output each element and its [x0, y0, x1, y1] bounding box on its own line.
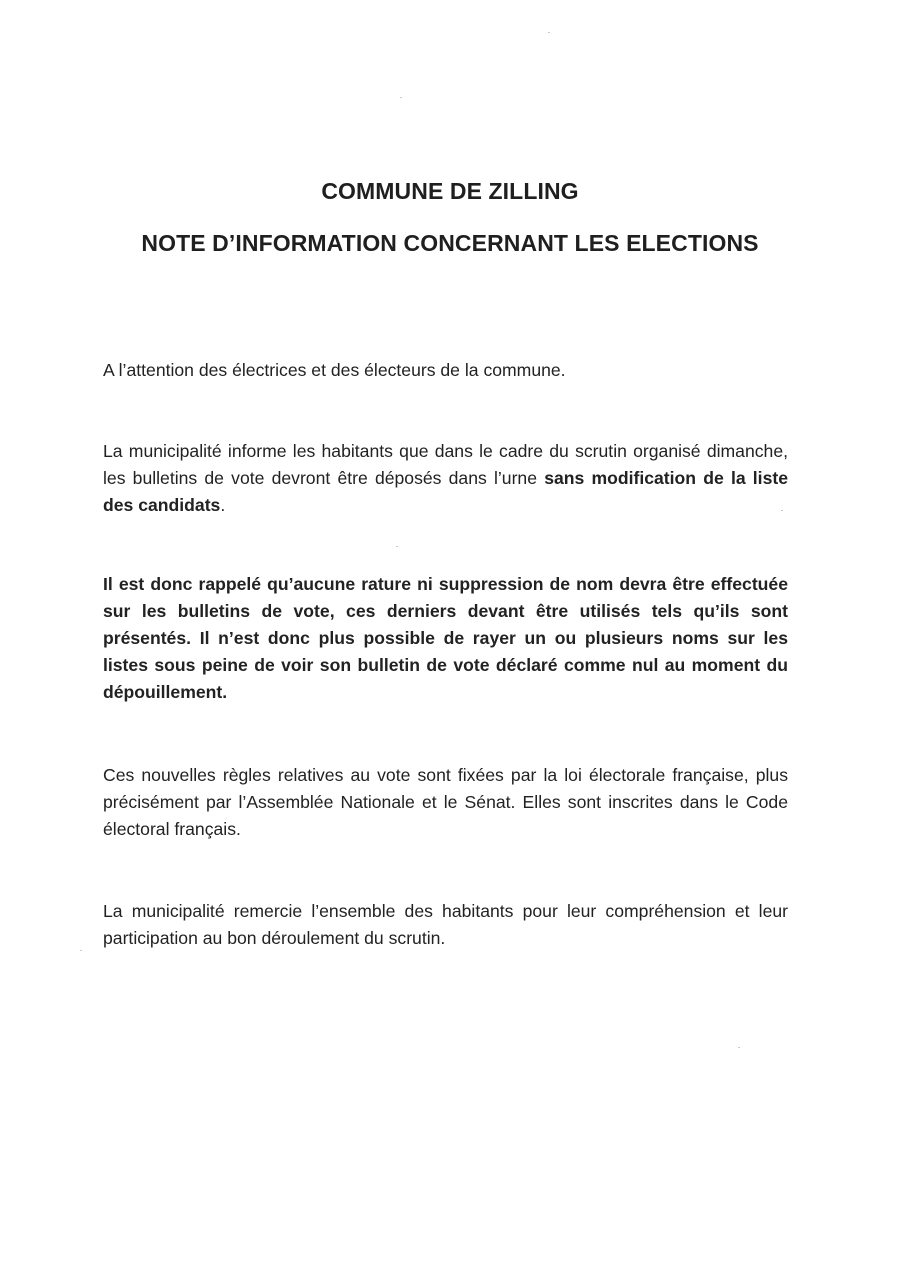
scan-speck	[781, 510, 783, 511]
thanks-paragraph: La municipalité remercie l’ensemble des habitants pour leur compréhension et leur participation au bon déroulement du scrutin.	[103, 901, 788, 948]
information-paragraph	[103, 438, 788, 519]
scan-speck	[738, 1047, 740, 1048]
information-emphasis: sans modification de la liste des candidats	[103, 468, 788, 515]
document-subtitle: NOTE D’INFORMATION CONCERNANT LES ELECTIONS	[141, 230, 759, 256]
reminder-paragraph: Il est donc rappelé qu’aucune rature ni suppression de nom devra être effectuée sur les bulletins de vote, ces derniers devant être utilisés tels qu’ils sont présentés. Il n’est donc plus possible de rayer un ou plusieurs noms sur les listes sous peine de voir son bulletin de vote déclaré comme nul au moment du dépouillement.	[103, 574, 788, 702]
rules-paragraph: Ces nouvelles règles relatives au vote sont fixées par la loi électorale française, plus précisément par l’Assemblée Nationale et le Sénat. Elles sont inscrites dans le Code électoral français.	[103, 765, 788, 839]
information-text: La municipalité informe les habitants que dans le cadre du scrutin organisé dimanche, les bulletins de vote devront être déposés dans l’urne	[103, 441, 788, 488]
scan-speck	[80, 950, 82, 951]
information-end: .	[220, 495, 226, 515]
scan-speck	[396, 546, 398, 547]
attention-paragraph: A l’attention des électrices et des électeurs de la commune.	[103, 360, 566, 380]
document-title: COMMUNE DE ZILLING	[321, 178, 579, 204]
scan-speck	[548, 32, 550, 33]
scan-speck	[400, 97, 402, 98]
